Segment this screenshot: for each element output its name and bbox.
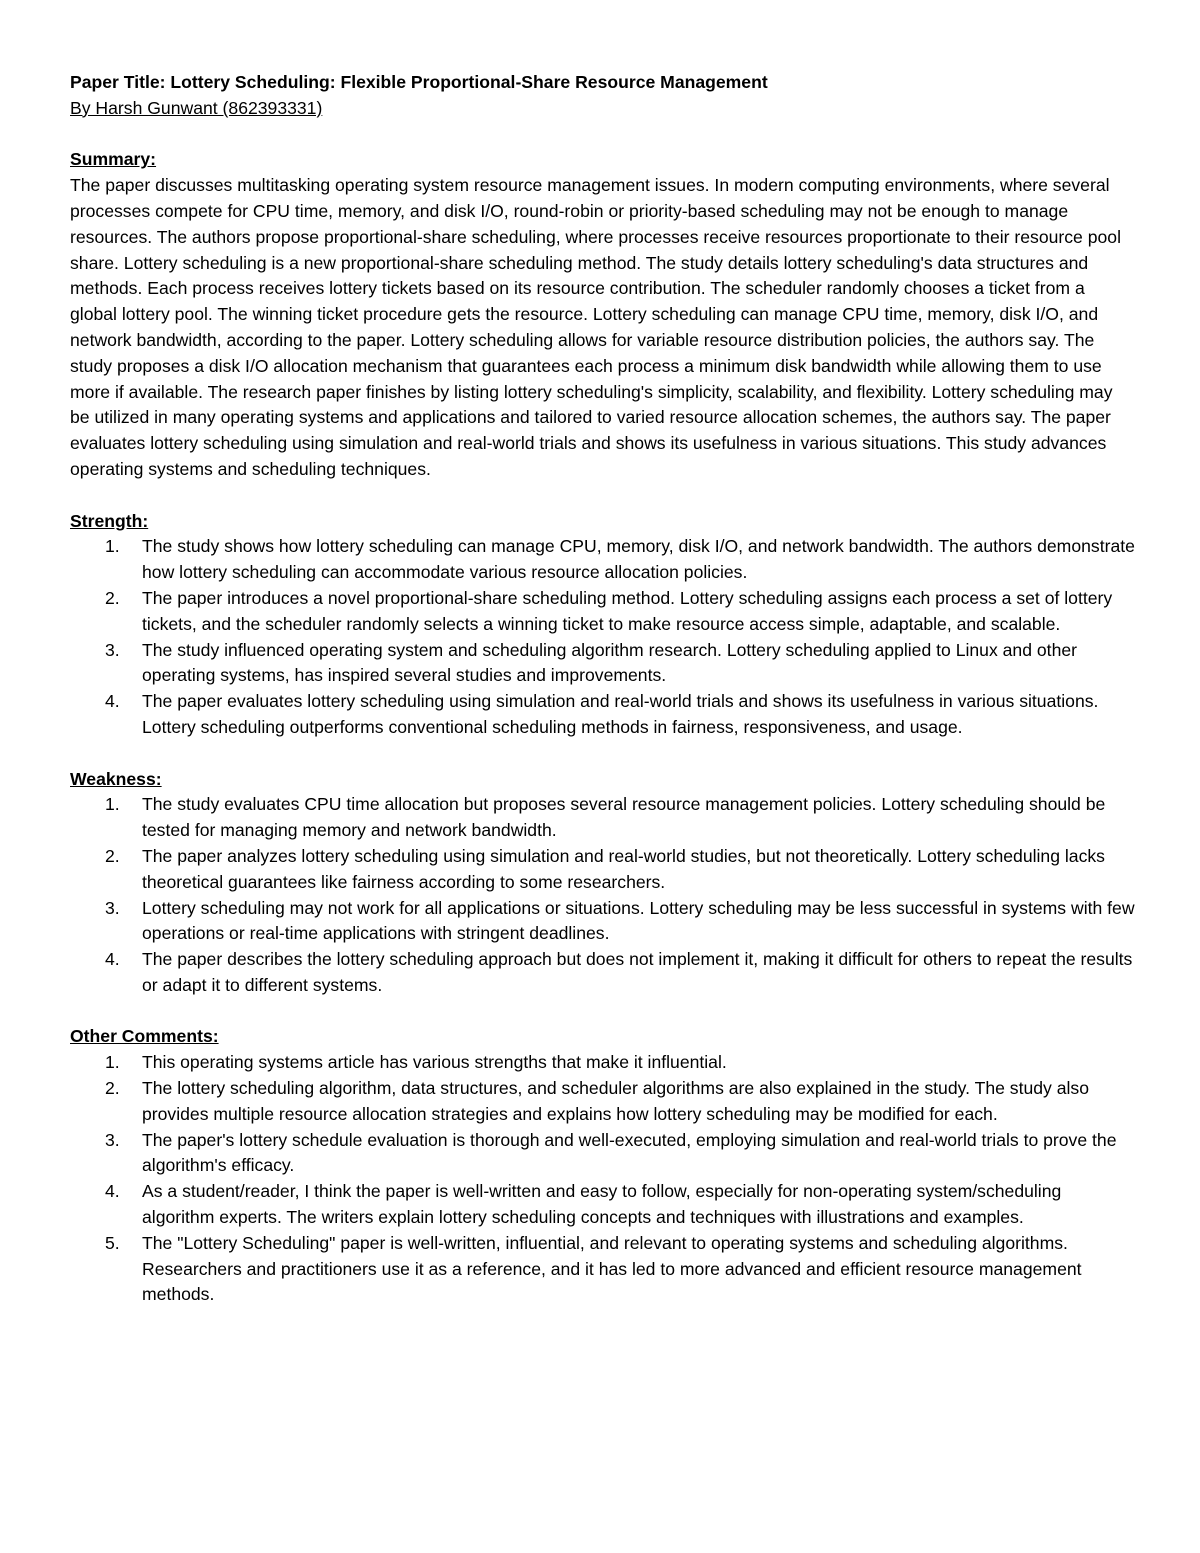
list-number: 1.	[105, 794, 120, 815]
spacer	[70, 122, 1135, 148]
list-number: 3.	[105, 1129, 120, 1150]
list-item	[70, 1076, 1135, 1128]
other-comments-heading: Other Comments:	[70, 1026, 219, 1047]
list-item	[70, 947, 1135, 999]
author-line: By Harsh Gunwant (862393331)	[70, 97, 323, 118]
list-item	[70, 844, 1135, 896]
list-item	[70, 638, 1135, 690]
list-number: 4.	[105, 949, 120, 970]
list-item	[70, 1231, 1135, 1308]
list-item	[70, 896, 1135, 948]
list-number: 3.	[105, 897, 120, 918]
list-item	[70, 1179, 1135, 1231]
spacer	[70, 741, 1135, 767]
list-number: 1.	[105, 536, 120, 557]
list-number: 5.	[105, 1232, 120, 1253]
spacer	[70, 999, 1135, 1025]
list-item	[70, 534, 1135, 586]
list-item-text: The study shows how lottery scheduling can manage CPU, memory, disk I/O, and network bandwidth. The authors demonstrate how lottery scheduling can accommodate various resource allocation policies.	[142, 536, 1135, 583]
list-number: 3.	[105, 639, 120, 660]
list-item-text: The paper describes the lottery scheduling approach but does not implement it, making it difficult for others to repeat the results or adapt it to different systems.	[142, 949, 1133, 995]
paper-title: Paper Title: Lottery Scheduling: Flexible Proportional-Share Resource Management	[70, 72, 768, 92]
strength-list	[70, 534, 1135, 740]
list-item-text: The paper introduces a novel proportional-share scheduling method. Lottery scheduling assigns each process a set of lottery tickets, and the scheduler randomly selects a winning ticket to make resource access simple, adaptable, and scalable.	[142, 587, 1113, 634]
list-item-text: The study influenced operating system and scheduling algorithm research. Lottery scheduling applied to Linux and other operating systems, has inspired several studies and improvements.	[142, 639, 1077, 686]
list-number: 2.	[105, 1078, 120, 1099]
list-item-text: The paper evaluates lottery scheduling using simulation and real-world trials and shows its usefulness in various situations. Lottery scheduling outperforms conventional scheduling methods in fairness, responsiveness, and usage.	[142, 691, 1099, 737]
weakness-list	[70, 792, 1135, 998]
list-item-text: As a student/reader, I think the paper is well-written and easy to follow, especially for non-operating system/scheduling algorithm experts. The writers explain lottery scheduling concepts and techniques with illustrations and examples.	[142, 1181, 1062, 1228]
list-item-text: The "Lottery Scheduling" paper is well-written, influential, and relevant to operating systems and scheduling algorithms. Researchers and practitioners use it as a reference, and it has led to more advanced and efficient resource management methods.	[142, 1232, 1082, 1305]
list-number: 2.	[105, 845, 120, 866]
list-item-text: The study evaluates CPU time allocation but proposes several resource management policies. Lottery scheduling should be tested for managing memory and network bandwidth.	[142, 794, 1106, 841]
list-item-text: This operating systems article has various strengths that make it influential.	[142, 1052, 727, 1073]
other-comments-list	[70, 1050, 1135, 1308]
summary-text: The paper discusses multitasking operating system resource management issues. In modern computing environments, where several processes compete for CPU time, memory, and disk I/O, round-robin or priority-based scheduling may not be enough to manage resources. The authors propose proportional-share scheduling, where processes receive resources proportionate to their resource pool share. Lottery scheduling is a new proportional-share scheduling method. The study details lottery scheduling's data structures and methods. Each process receives lottery tickets based on its resource contribution. The scheduler randomly chooses a ticket from a global lottery pool. The winning ticket procedure gets the resource. Lottery scheduling can manage CPU time, memory, disk I/O, and network bandwidth, according to the paper. Lottery scheduling allows for variable resource distribution policies, the authors say. The study proposes a disk I/O allocation mechanism that guarantees each process a minimum disk bandwidth while allowing them to use more if available. The research paper finishes by listing lottery scheduling's simplicity, scalability, and flexibility. Lottery scheduling may be utilized in many operating systems and applications and tailored to varied resource allocation schemes, the authors say. The paper evaluates lottery scheduling using simulation and real-world trials and shows its usefulness in various situations. This study advances operating systems and scheduling techniques.	[70, 175, 1121, 479]
spacer	[70, 483, 1135, 509]
list-number: 2.	[105, 587, 120, 608]
list-item	[70, 689, 1135, 741]
list-number: 4.	[105, 691, 120, 712]
list-item	[70, 1050, 1135, 1076]
list-item-text: The paper analyzes lottery scheduling using simulation and real-world studies, but not theoretically. Lottery scheduling lacks theoretical guarantees like fairness according to some researchers.	[142, 845, 1105, 892]
list-number: 1.	[105, 1052, 120, 1073]
list-item	[70, 586, 1135, 638]
summary-heading: Summary:	[70, 149, 157, 170]
weakness-heading: Weakness:	[70, 768, 162, 789]
list-item	[70, 1128, 1135, 1180]
strength-heading: Strength:	[70, 510, 149, 531]
document-page	[70, 70, 1135, 1308]
list-item-text: The paper's lottery schedule evaluation is thorough and well-executed, employing simulation and real-world trials to prove the algorithm's efficacy.	[142, 1129, 1117, 1176]
list-number: 4.	[105, 1181, 120, 1202]
list-item	[70, 792, 1135, 844]
list-item-text: Lottery scheduling may not work for all applications or situations. Lottery scheduling may be less successful in systems with few operations or real-time applications with stringent deadlines.	[142, 897, 1135, 944]
list-item-text: The lottery scheduling algorithm, data structures, and scheduler algorithms are also explained in the study. The study also provides multiple resource allocation strategies and explains how lottery scheduling may be modified for each.	[142, 1078, 1089, 1124]
